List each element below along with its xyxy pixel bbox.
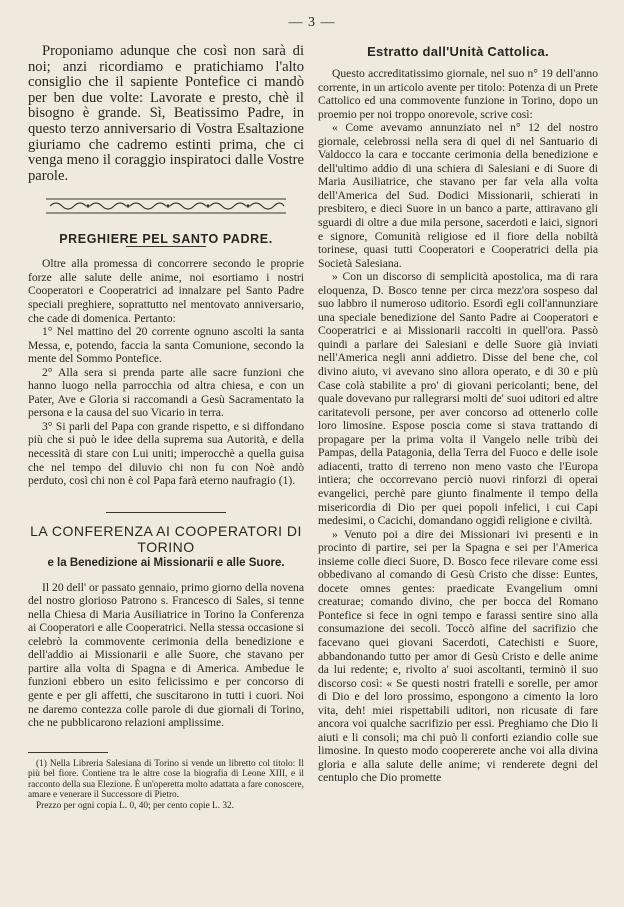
intro-paragraph: Proponiamo adunque che così non sarà di noi; anzi ricordiamo e pratichiamo l'alto consiglio che il sapiente Pontefice ci mandò per ben due volte: Lavorate e presto, chè il bisogno è grande. Sì, Beatissimo Padre, in questo terzo anniversario di Vostra Esaltazione giuriamo che cadremo estinti prima, che ci venga meno il coraggio inspiratoci dalle Vostre parole.: [28, 43, 304, 184]
section-subtitle-conferenza: e la Benedizione ai Missionarii e alle Suore.: [47, 556, 285, 569]
ornament-divider: [46, 196, 286, 216]
estratto-intro: Questo accreditatissimo giornale, nel suo n° 19 dell'anno corrente, in un articolo avente per titolo: Potenza di un Prete Cattolico ed una commovente funzione in Torino, dopo un proemio per noi troppo onorevole, scrive così:: [318, 67, 598, 121]
preghiere-paragraph: Oltre alla promessa di concorrere secondo le proprie forze alle salute delle anime, noi esortiamo i nostri Cooperatori e Cooperatrici ad innalzare pel Santo Padre speciali preghiere, soprattutto nel mentovato anniversario, che cade di domenica. Pertanto:: [28, 257, 304, 325]
footnote-rule: [28, 752, 108, 753]
footnote-1: (1) Nella Libreria Salesiana di Torino si vende un libretto col titolo: Il più bel fiore. Contiene tra le altre cose la biografia di Leone XIII, e il racconto della sua Elezione. È un'operetta molto adattata a fare conoscere, amare e venerare il Successore di Pietro.: [28, 758, 304, 801]
preghiere-item-1: 1° Nel mattino del 20 corrente ognuno ascolti la santa Messa, e, potendo, faccia la santa Comunione, secondo la mente del Sommo Pontefice.: [28, 325, 304, 366]
estratto-paragraph-2: » Con un discorso di semplicità apostolica, ma di rara eloquenza, D. Bosco tenne per circa mezz'ora sospeso dal suo labbro il numeroso uditorio. Esordì egli coll'annunziare una speciale benedizione del Santo Padre ai Cooperatori e Cooperatrici e ai Missionarii raccolti in quell'ora. Passò quindi a parlare dei Salesiani e delle Suore già inviati nell'America negli anni addietro. Disse del bene che, col divino aiuto, vi avevano sino allora operato, e di 30 e più Case colà stabilite a pro' di giovani pericolanti; bene, del quale dovevano pur rallegrarsi molti de' suoi uditori ed altre caritatevoli persone, per aver concorso ad ottenerlo colle loro limosine. Espose poscia come si stava trattando di propagare per la prima volta il Vangelo nelle tribù dei Pampas, della Patagonia, della Terra del Fuoco e delle isole adiacenti, tratto di terreno non meno vasto che l'Europa intiera; che occorrevano perciò nuovi rinforzi di operai evangelici, perchè pare giunto finalmente il tempo della misericordia di Dio per quei popoli infelici, i cui Capi medesimi, o Cacichi, domandano oggidì religione e civiltà.: [318, 270, 598, 528]
title-underline: [126, 246, 206, 247]
section-rule: [106, 512, 226, 513]
estratto-paragraph-1: « Come avevamo annunziato nel n° 12 del nostro giornale, celebrossi nella sera di quel di nel Santuario di Valdocco la cara e toccante cerimonia della benedizione e dell'ultimo addio di una schiera di Salesiani e di Suore di Maria Ausiliatrice, che stavano per far vela alla volta dell'America del Sud. Dodici Missionarii, schierati in presbitero, e dieci Suore in un banco a parte, attiravano gli sguardi di oltre a due mila persone, sacerdoti e laici, signori e signore, Comunità religiose ed il fiore della nobiltà torinese, quasi tutti Cooperatori e Cooperatrici della pia Società Salesiana.: [318, 121, 598, 270]
page-number: — 3 —: [288, 15, 336, 30]
estratto-paragraph-3: » Venuto poi a dire dei Missionari ivi presenti e in procinto di partire, sei per la Spagna e sei per l'America insieme colle dieci Suore, D. Bosco fece rilevare come essi obbedivano al comando di Gesù Cristo che disse: Euntes, docete omnes gentes: praedicate Evangelium omni creaturae; comando divino, che per bocca del Romano Pontefice si fece in ogni tempo e farassi sentire sino alla consumazione dei secoli. Toccò alfine del sacrifizio che facevano quei giovani Sacerdoti, Catechisti e Suore, abbandonando tutto per amor di Gesù Cristo e delle anime da lui redente; e, rivolto a' suoi ascoltanti, terminò il suo discorso così: « Se questi nostri fratelli e sorelle, per amor di Dio e del loro prossimo, espongono a cimento la loro vita, deh! miei rispettabili uditori, non ricusate di fare ancora voi qualche sacrifizio per essi. Preghiamo che Dio li aiuti e li consoli; ma chi può li conforti eziandio colle sue limosine. In questo modo coopererete anche voi alla divina gloria e alla salute delle anime; vi renderete degni del centuplo che Dio promette: [318, 527, 598, 785]
section-title-estratto: Estratto dall'Unità Cattolica.: [367, 44, 549, 59]
section-title-preghiere: PREGHIERE PEL SANTO PADRE.: [59, 232, 273, 247]
preghiere-item-2: 2° Alla sera si prenda parte alle sacre funzioni che hanno luogo nella parrocchia od altra chiesa, e con un Pater, Ave e Gloria si raccomandi a Gesù Sacramentato la persona e la causa del suo Vicario in terra.: [28, 365, 304, 420]
footnote-2: Prezzo per ogni copia L. 0, 40; per cento copie L. 32.: [36, 801, 235, 812]
section-title-conferenza: LA CONFERENZA AI COOPERATORI DI TORINO: [30, 522, 302, 555]
left-column: [28, 44, 304, 812]
preghiere-item-3: 3° Si parli del Papa con grande rispetto, e si diffondano più che si può le idee della suprema sua Autorità, e della necessità di stare con Lui uniti; imperocchè a quella guisa che nel tempo del diluvio chi non fu con Noè andò perduto, così chi non è col Papa farà eterno naufragio (1).: [28, 419, 304, 488]
conferenza-paragraph: Il 20 dell' or passato gennaio, primo giorno della novena del nostro glorioso Patrono s. Francesco di Sales, si tenne nella Chiesa di Maria Ausiliatrice in Torino la Conferenza ai Cooperatori e alle Cooperatrici. Nella stessa occasione si celebrò la commovente cerimonia della benedizione e dell'addio ai Missionarii e alle Suore, che stavano per partire alla volta di Spagna e di America. Ambedue le funzioni ebbero un esito felicissimo e per concorso di gente e per gli affetti, che suscitarono in tutti i cuori. Noi ne daremo contezza colle parole di due giornali di Torino, che ne pubblicarono relazioni amplissime.: [28, 580, 304, 730]
right-column: [318, 44, 598, 785]
